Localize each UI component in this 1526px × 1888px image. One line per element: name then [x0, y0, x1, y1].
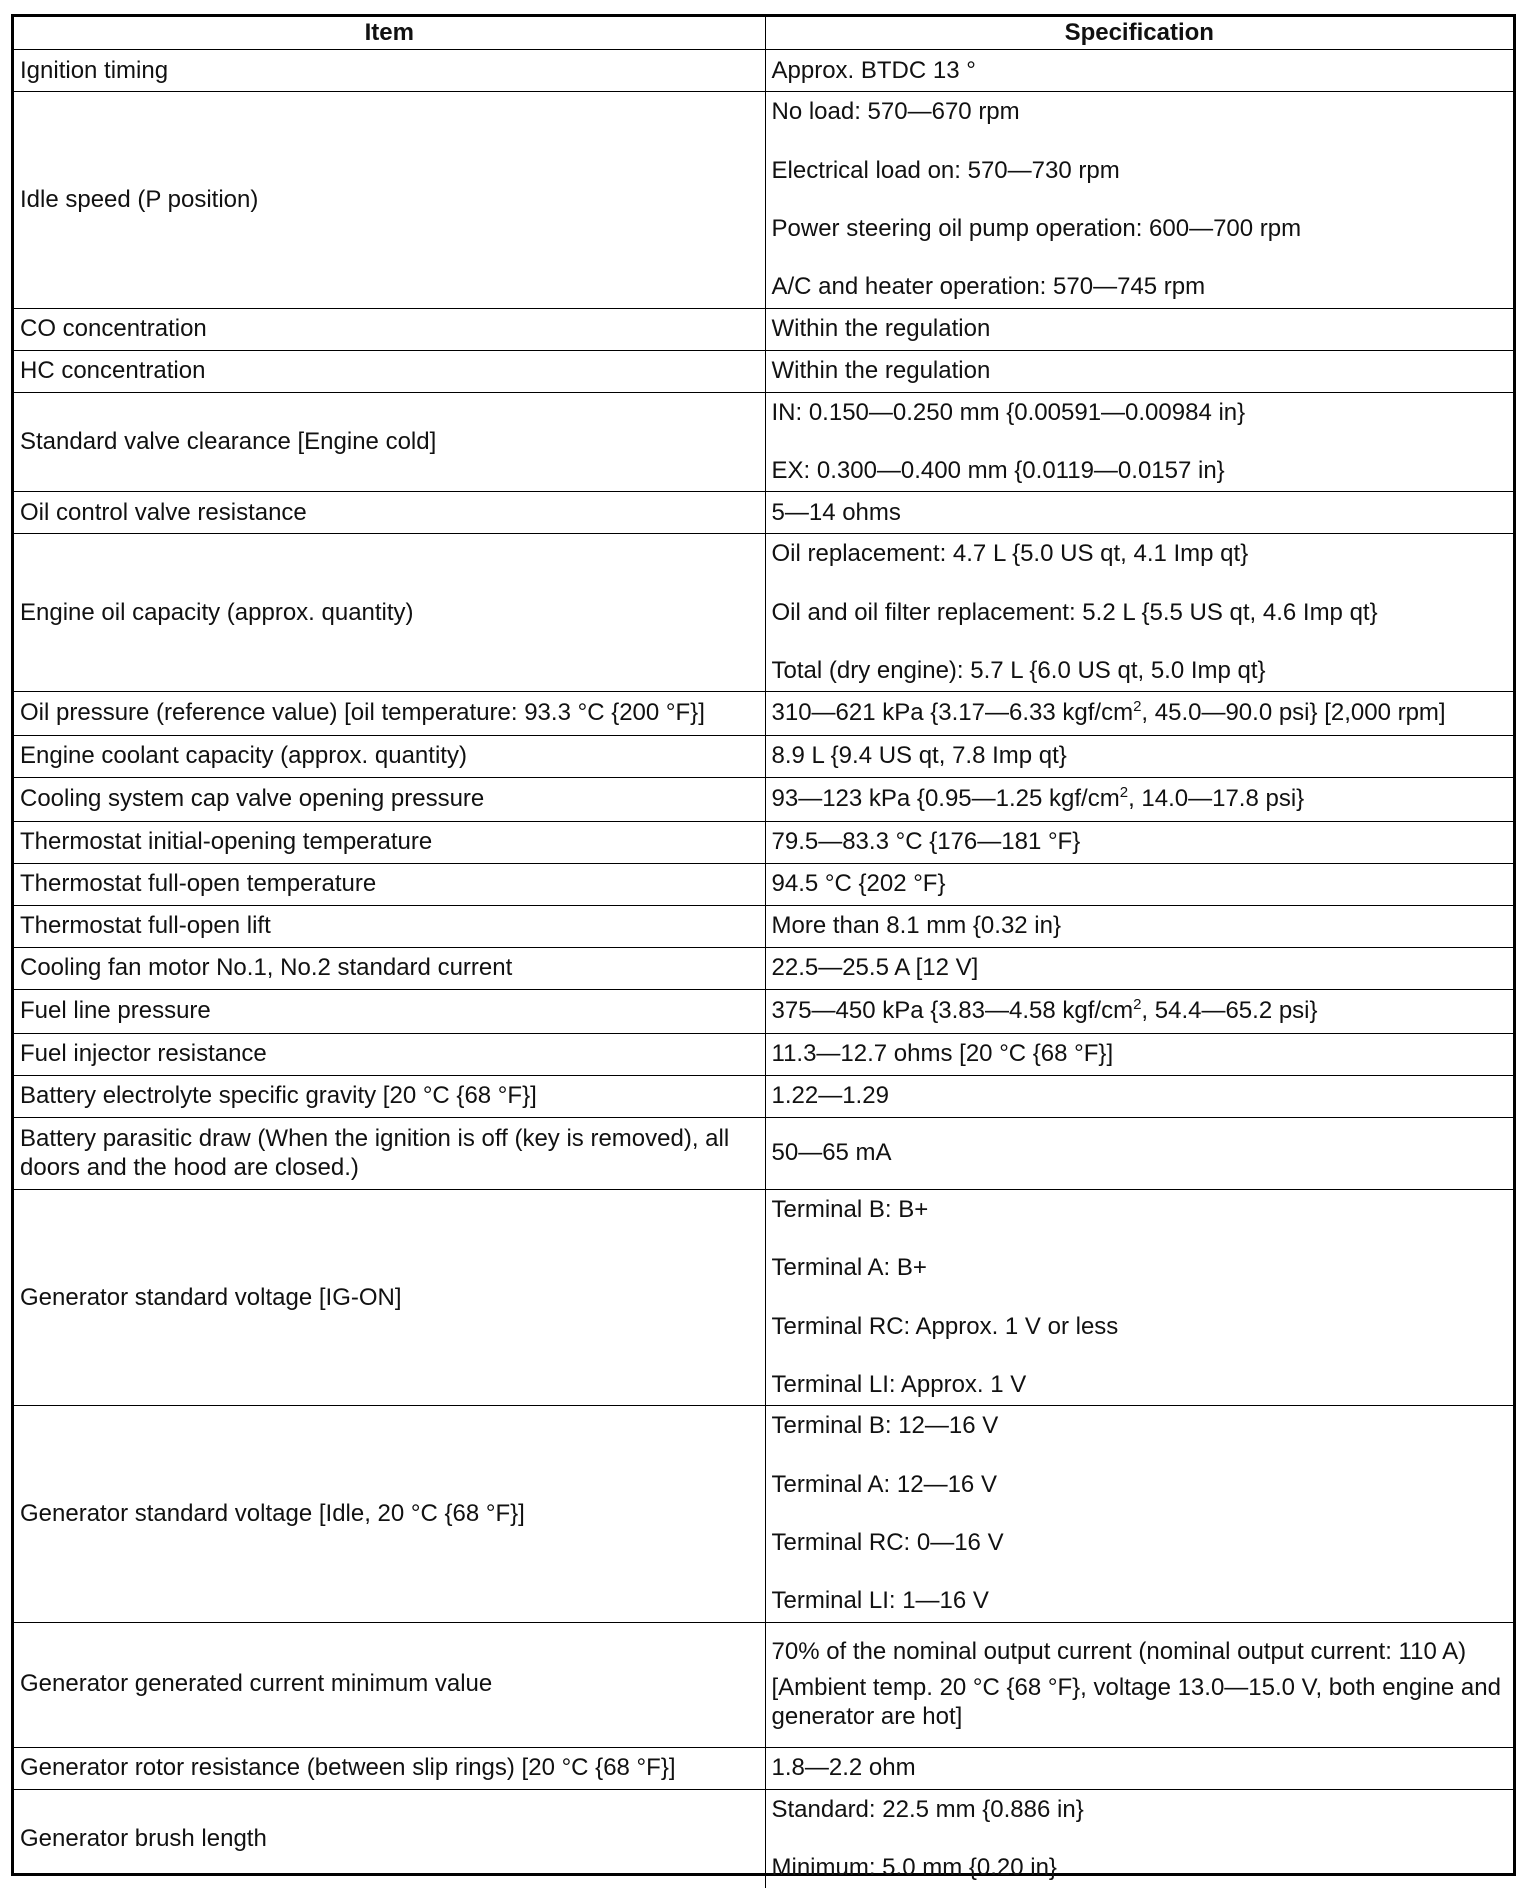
specification-line: Terminal B: B+ — [771, 1196, 929, 1224]
specification-line: Terminal LI: Approx. 1 V — [771, 1371, 1027, 1399]
table-row — [14, 50, 1513, 92]
specification-cell — [765, 1406, 1513, 1622]
specification-cell — [765, 864, 1513, 906]
specification-cell — [765, 1076, 1513, 1118]
specification-text: , 54.4—65.2 psi} — [1141, 997, 1318, 1025]
specification-cell — [765, 308, 1513, 350]
specification-line: Electrical load on: 570—730 rpm — [771, 156, 1120, 184]
item-cell: Thermostat full-open temperature — [14, 864, 765, 906]
superscript-exponent: 2 — [1119, 784, 1129, 802]
table-row — [14, 1406, 1513, 1622]
specification-cell — [765, 990, 1513, 1034]
item-cell: Idle speed (P position) — [14, 92, 765, 308]
table-row — [14, 1622, 1513, 1747]
item-cell: Fuel injector resistance — [14, 1034, 765, 1076]
item-cell: Battery electrolyte specific gravity [20 °C {68 °F}] — [14, 1076, 765, 1118]
specification-line: 5—14 ohms — [771, 498, 901, 526]
specification-line — [772, 695, 1508, 731]
specification-line: No load: 570—670 rpm — [771, 98, 1020, 126]
specification-line: 70% of the nominal output current (nominal output current: 110 A) — [771, 1638, 1467, 1666]
specification-cell — [765, 492, 1513, 534]
item-cell: Thermostat initial-opening temperature — [14, 822, 765, 864]
specification-line: Within the regulation — [771, 314, 991, 342]
table-row — [14, 492, 1513, 534]
table-row — [14, 692, 1513, 736]
item-cell: Fuel line pressure — [14, 990, 765, 1034]
item-cell: Oil pressure (reference value) [oil temperature: 93.3 °C {200 °F}] — [14, 692, 765, 736]
item-cell: Standard valve clearance [Engine cold] — [14, 392, 765, 492]
item-cell: Engine oil capacity (approx. quantity) — [14, 534, 765, 692]
specification-line: Standard: 22.5 mm {0.886 in} — [771, 1795, 1084, 1823]
item-cell: HC concentration — [14, 350, 765, 392]
item-cell: Generator standard voltage [Idle, 20 °C {68 °F}] — [14, 1406, 765, 1622]
specification-text: 310—621 kPa {3.17—6.33 kgf/cm — [771, 699, 1134, 727]
item-cell: Ignition timing — [14, 50, 765, 92]
specification-line: 11.3—12.7 ohms [20 °C {68 °F}] — [771, 1040, 1114, 1068]
specification-line: 94.5 °C {202 °F} — [771, 870, 946, 898]
specification-line: 22.5—25.5 A [12 V] — [771, 954, 979, 982]
superscript-exponent: 2 — [1133, 996, 1142, 1014]
specification-line: Minimum: 5.0 mm {0.20 in} — [771, 1853, 1057, 1881]
item-cell: Engine coolant capacity (approx. quantity) — [14, 736, 765, 778]
table-row — [14, 990, 1513, 1034]
specification-cell — [765, 92, 1513, 308]
table-row — [14, 1789, 1513, 1888]
table-row — [14, 534, 1513, 692]
specification-line: Approx. BTDC 13 ° — [771, 56, 976, 84]
specification-line: Terminal A: B+ — [771, 1254, 927, 1282]
specification-cell — [765, 736, 1513, 778]
item-cell: Cooling system cap valve opening pressure — [14, 778, 765, 822]
table-row — [14, 350, 1513, 392]
table-row — [14, 1118, 1513, 1190]
specification-cell — [765, 692, 1513, 736]
table-row — [14, 1747, 1513, 1789]
item-cell: CO concentration — [14, 308, 765, 350]
header-row — [14, 17, 1513, 50]
specification-cell — [765, 1118, 1513, 1190]
specification-sheet — [11, 14, 1516, 1881]
specification-cell — [765, 948, 1513, 990]
specification-line: 1.8—2.2 ohm — [771, 1753, 916, 1781]
specification-cell — [765, 906, 1513, 948]
specification-line: A/C and heater operation: 570—745 rpm — [771, 273, 1206, 301]
table-row — [14, 736, 1513, 778]
superscript-exponent: 2 — [1133, 698, 1142, 716]
specification-cell — [765, 392, 1513, 492]
specification-line: 50—65 mA — [771, 1139, 892, 1167]
specification-line: Power steering oil pump operation: 600—700 rpm — [771, 214, 1302, 242]
specification-text: 93—123 kPa {0.95—1.25 kgf/cm — [771, 785, 1120, 813]
item-cell: Generator generated current minimum value — [14, 1622, 765, 1747]
specification-cell — [765, 1034, 1513, 1076]
specification-line: Terminal RC: 0—16 V — [771, 1529, 1004, 1556]
specification-line: Terminal LI: 1—16 V — [771, 1587, 989, 1615]
specification-line: 8.9 L {9.4 US qt, 7.8 Imp qt} — [771, 742, 1067, 770]
table-row — [14, 778, 1513, 822]
specification-line — [772, 993, 1508, 1029]
specification-line: Total (dry engine): 5.7 L {6.0 US qt, 5.0 Imp qt} — [771, 656, 1266, 684]
specification-line: Oil and oil filter replacement: 5.2 L {5.5 US qt, 4.6 Imp qt} — [771, 598, 1378, 626]
table-row — [14, 308, 1513, 350]
table-row — [14, 822, 1513, 864]
table-row — [14, 906, 1513, 948]
specification-cell — [765, 50, 1513, 92]
item-cell: Generator brush length — [14, 1789, 765, 1888]
table-row — [14, 1190, 1513, 1406]
table-body — [14, 50, 1513, 1888]
item-cell: Oil control valve resistance — [14, 492, 765, 534]
specification-column-header: Specification — [765, 17, 1513, 50]
specification-line: More than 8.1 mm {0.32 in} — [771, 912, 1061, 940]
specification-cell — [765, 1747, 1513, 1789]
specification-line: Oil replacement: 4.7 L {5.0 US qt, 4.1 Imp qt} — [771, 540, 1249, 568]
specification-cell — [765, 822, 1513, 864]
table-row — [14, 948, 1513, 990]
item-cell: Cooling fan motor No.1, No.2 standard current — [14, 948, 765, 990]
specification-line: [Ambient temp. 20 °C {68 °F}, voltage 13.0—15.0 V, both engine and generator are hot] — [771, 1674, 1501, 1730]
specification-line — [772, 781, 1508, 817]
table-row — [14, 864, 1513, 906]
table-row — [14, 92, 1513, 308]
item-cell: Battery parasitic draw (When the ignition is off (key is removed), all doors and the hood are closed.) — [14, 1118, 765, 1190]
item-cell: Thermostat full-open lift — [14, 906, 765, 948]
specification-cell — [765, 778, 1513, 822]
table-row — [14, 1034, 1513, 1076]
item-cell: Generator rotor resistance (between slip rings) [20 °C {68 °F}] — [14, 1747, 765, 1789]
specification-line: Terminal B: 12—16 V — [771, 1412, 999, 1440]
specification-line: Terminal A: 12—16 V — [771, 1470, 997, 1498]
specification-cell — [765, 1190, 1513, 1406]
specification-line: EX: 0.300—0.400 mm {0.0119—0.0157 in} — [771, 456, 1225, 484]
item-column-header: Item — [14, 17, 765, 50]
specification-cell — [765, 350, 1513, 392]
specification-text: , 45.0—90.0 psi} [2,000 rpm] — [1141, 699, 1446, 727]
item-cell: Generator standard voltage [IG-ON] — [14, 1190, 765, 1406]
table-row — [14, 392, 1513, 492]
specification-line: Terminal RC: Approx. 1 V or less — [771, 1312, 1119, 1340]
specification-line: 1.22—1.29 — [771, 1082, 889, 1110]
specification-table — [14, 17, 1513, 1888]
specification-line: 79.5—83.3 °C {176—181 °F} — [771, 828, 1081, 856]
table-row — [14, 1076, 1513, 1118]
specification-line: Within the regulation — [771, 356, 991, 384]
specification-text: 375—450 kPa {3.83—4.58 kgf/cm — [771, 997, 1134, 1025]
specification-cell — [765, 534, 1513, 692]
specification-line: IN: 0.150—0.250 mm {0.00591—0.00984 in} — [771, 398, 1246, 426]
specification-text: , 14.0—17.8 psi} — [1128, 785, 1305, 813]
specification-cell — [765, 1789, 1513, 1888]
specification-cell — [765, 1622, 1513, 1747]
